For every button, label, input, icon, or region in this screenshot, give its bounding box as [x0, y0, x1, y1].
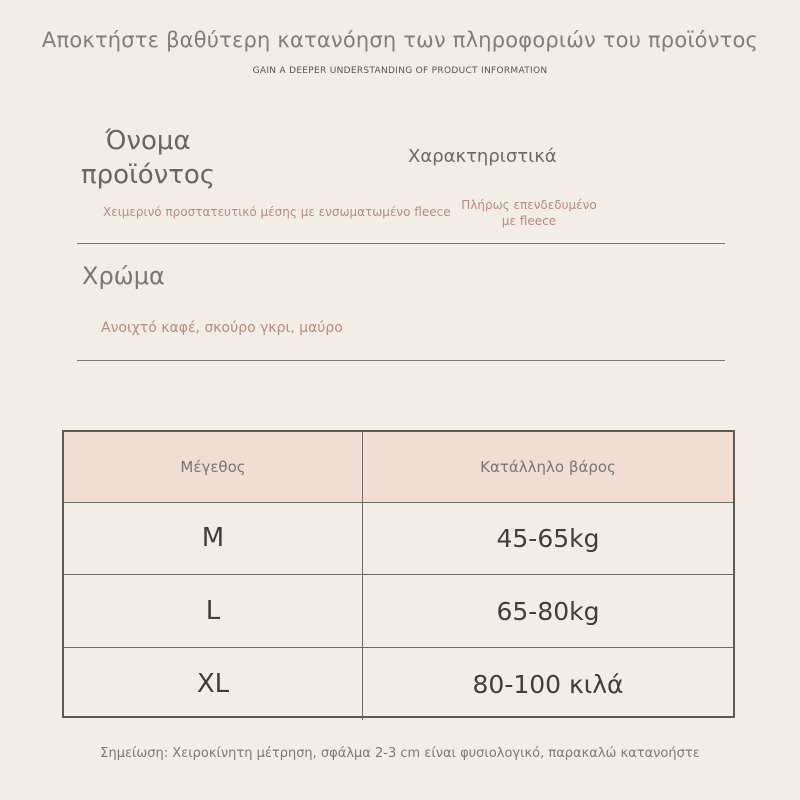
features-value-line1: Πλήρως επενδεδυμένο — [461, 198, 597, 212]
page-title: Αποκτήστε βαθύτερη κατανόηση των πληροφοριών του προϊόντος — [41, 28, 759, 52]
header-size: Μέγεθος — [64, 432, 363, 502]
header-weight: Κατάλληλο βάρος — [480, 458, 616, 476]
color-label: Χρώμα — [82, 262, 165, 290]
size-table — [62, 430, 735, 718]
table-row — [64, 575, 733, 648]
features-value-line2: με fleece — [501, 214, 557, 228]
size-cell: M — [64, 502, 363, 574]
measurement-note: Σημείωση: Χειροκίνητη μέτρηση, σφάλμα 2-3 cm είναι φυσιολογικό, παρακαλώ κατανοήστε — [100, 746, 700, 761]
product-name-value: Χειμερινό προστατευτικό μέσης με ενσωματωμένο fleece — [103, 205, 451, 219]
color-value: Ανοιχτό καφέ, σκούρο γκρι, μαύρο — [101, 320, 343, 336]
weight-cell: 65-80kg — [496, 596, 600, 626]
table-row — [64, 502, 733, 575]
weight-cell: 45-65kg — [496, 523, 600, 553]
divider — [77, 243, 725, 244]
divider — [77, 360, 725, 361]
page-subtitle: GAIN A DEEPER UNDERSTANDING OF PRODUCT INFORMATION — [252, 66, 548, 76]
product-name-label-line1: Όνομα — [105, 126, 191, 156]
weight-cell: 80-100 κιλά — [472, 669, 624, 699]
table-row — [64, 648, 733, 720]
size-cell: XL — [64, 648, 363, 720]
table-header-row — [64, 432, 733, 503]
features-value — [458, 197, 600, 229]
features-label: Χαρακτηριστικά — [408, 146, 557, 167]
product-name-label-line2: προϊόντος — [80, 160, 216, 190]
product-name-label — [58, 124, 238, 192]
size-cell: L — [64, 575, 363, 647]
